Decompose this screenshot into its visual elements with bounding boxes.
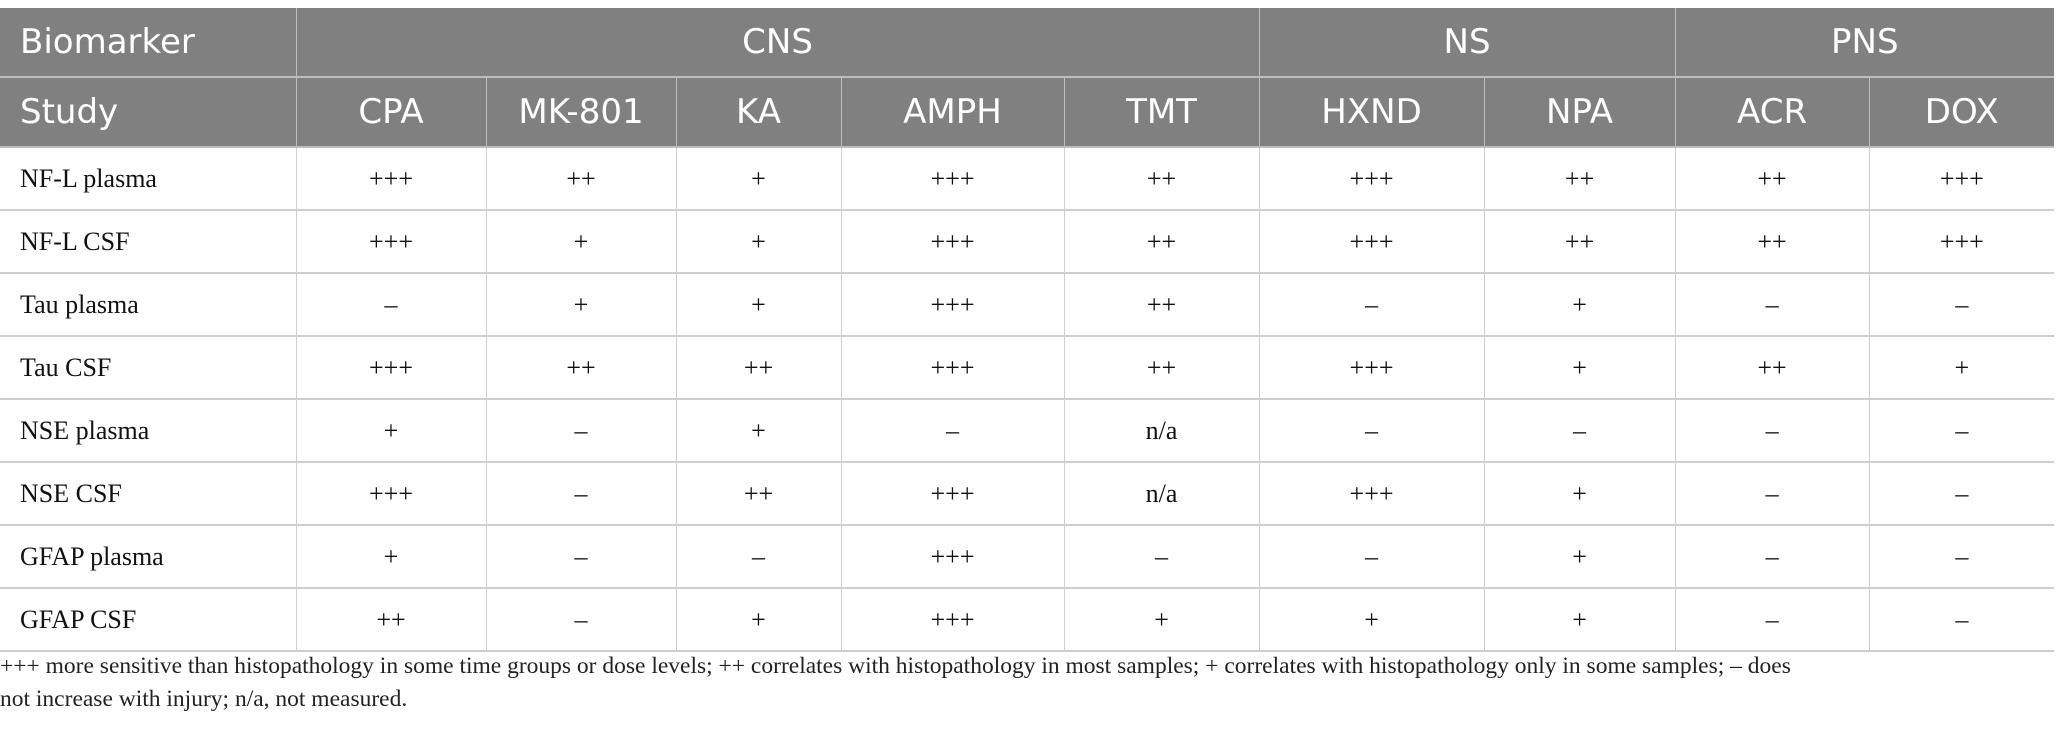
- table-cell: +: [486, 273, 676, 336]
- table-cell: –: [1869, 399, 2054, 462]
- table-row: [0, 588, 2054, 651]
- table-cell: +++: [296, 336, 486, 399]
- table-cell: +++: [1869, 147, 2054, 210]
- table-cell: +: [1484, 336, 1675, 399]
- table-cell: ++: [1064, 210, 1259, 273]
- table-cell: +++: [841, 462, 1064, 525]
- table-cell: –: [1869, 525, 2054, 588]
- table-cell: +: [1484, 588, 1675, 651]
- column-header-mk801: MK-801: [486, 77, 676, 147]
- table-cell: +++: [296, 462, 486, 525]
- table-cell: +++: [296, 147, 486, 210]
- table-cell: +++: [841, 525, 1064, 588]
- table-cell: –: [1675, 273, 1869, 336]
- row-label: NSE plasma: [0, 399, 296, 462]
- table-row: [0, 399, 2054, 462]
- table-cell: ++: [1064, 273, 1259, 336]
- table-row: [0, 336, 2054, 399]
- table-cell: –: [841, 399, 1064, 462]
- table-cell: ++: [296, 588, 486, 651]
- table-cell: +: [676, 273, 841, 336]
- table-cell: n/a: [1064, 399, 1259, 462]
- row-label: NF-L CSF: [0, 210, 296, 273]
- table-cell: –: [486, 462, 676, 525]
- table-cell: –: [1675, 399, 1869, 462]
- table-cell: +: [1064, 588, 1259, 651]
- column-header-ka: KA: [676, 77, 841, 147]
- table-cell: ++: [676, 336, 841, 399]
- table-cell: –: [676, 525, 841, 588]
- biomarker-table: [0, 8, 2054, 652]
- column-header-acr: ACR: [1675, 77, 1869, 147]
- table-cell: +: [1484, 462, 1675, 525]
- table-cell: –: [1064, 525, 1259, 588]
- biomarker-header: Biomarker: [0, 8, 296, 77]
- table-cell: +++: [1259, 462, 1484, 525]
- table-cell: ++: [1484, 210, 1675, 273]
- group-header-pns: PNS: [1675, 8, 2054, 77]
- table-footnote: [0, 650, 2054, 716]
- table-cell: +: [1869, 336, 2054, 399]
- table-cell: –: [1869, 273, 2054, 336]
- group-header-cns: CNS: [296, 8, 1259, 77]
- table-cell: –: [1675, 588, 1869, 651]
- table-cell: +++: [841, 273, 1064, 336]
- table-cell: +++: [296, 210, 486, 273]
- table-row: [0, 273, 2054, 336]
- table-cell: ++: [1675, 336, 1869, 399]
- table-cell: +++: [841, 147, 1064, 210]
- table-cell: ++: [1064, 147, 1259, 210]
- table-cell: ++: [1675, 210, 1869, 273]
- column-header-hxnd: HXND: [1259, 77, 1484, 147]
- table-cell: +++: [1869, 210, 2054, 273]
- row-label: Tau plasma: [0, 273, 296, 336]
- table-cell: +++: [1259, 147, 1484, 210]
- table-cell: –: [1869, 462, 2054, 525]
- column-header-amph: AMPH: [841, 77, 1064, 147]
- table-cell: –: [1675, 462, 1869, 525]
- row-label: GFAP plasma: [0, 525, 296, 588]
- row-label: NSE CSF: [0, 462, 296, 525]
- table-cell: +++: [841, 588, 1064, 651]
- table-cell: ++: [1064, 336, 1259, 399]
- table-row: [0, 525, 2054, 588]
- table-row: [0, 147, 2054, 210]
- table-cell: +: [676, 588, 841, 651]
- biomarker-table-container: [0, 8, 2054, 652]
- table-cell: +: [676, 399, 841, 462]
- table-cell: –: [486, 525, 676, 588]
- study-header: Study: [0, 77, 296, 147]
- table-cell: +++: [841, 210, 1064, 273]
- table-cell: ++: [1484, 147, 1675, 210]
- footnote-line-1: +++ more sensitive than histopathology in some time groups or dose levels; ++ correlates with histopathology in most samples; + correlates with histopathology only in some samples; – does: [0, 653, 1791, 679]
- table-row: [0, 462, 2054, 525]
- table-cell: +: [296, 525, 486, 588]
- table-cell: +++: [1259, 336, 1484, 399]
- table-row: [0, 210, 2054, 273]
- column-header-tmt: TMT: [1064, 77, 1259, 147]
- table-cell: –: [1259, 273, 1484, 336]
- table-cell: ++: [676, 462, 841, 525]
- row-label: GFAP CSF: [0, 588, 296, 651]
- table-cell: ++: [1675, 147, 1869, 210]
- column-header-dox: DOX: [1869, 77, 2054, 147]
- table-cell: +++: [1259, 210, 1484, 273]
- table-cell: +: [486, 210, 676, 273]
- group-header-ns: NS: [1259, 8, 1675, 77]
- table-cell: +: [1484, 273, 1675, 336]
- table-body: [0, 147, 2054, 651]
- table-cell: –: [486, 588, 676, 651]
- row-label: NF-L plasma: [0, 147, 296, 210]
- table-cell: –: [486, 399, 676, 462]
- table-cell: –: [1484, 399, 1675, 462]
- footnote-line-2: not increase with injury; n/a, not measured.: [0, 686, 408, 712]
- table-cell: +++: [841, 336, 1064, 399]
- table-cell: +: [1259, 588, 1484, 651]
- row-label: Tau CSF: [0, 336, 296, 399]
- table-cell: –: [1259, 399, 1484, 462]
- table-cell: ++: [486, 147, 676, 210]
- group-header-row: [0, 8, 2054, 77]
- table-cell: +: [296, 399, 486, 462]
- column-header-cpa: CPA: [296, 77, 486, 147]
- study-header-row: [0, 77, 2054, 147]
- table-cell: n/a: [1064, 462, 1259, 525]
- table-cell: –: [1675, 525, 1869, 588]
- table-cell: –: [1259, 525, 1484, 588]
- table-header: [0, 8, 2054, 147]
- table-cell: +: [676, 147, 841, 210]
- table-cell: +: [1484, 525, 1675, 588]
- table-cell: ++: [486, 336, 676, 399]
- table-cell: –: [296, 273, 486, 336]
- column-header-npa: NPA: [1484, 77, 1675, 147]
- table-cell: –: [1869, 588, 2054, 651]
- table-cell: +: [676, 210, 841, 273]
